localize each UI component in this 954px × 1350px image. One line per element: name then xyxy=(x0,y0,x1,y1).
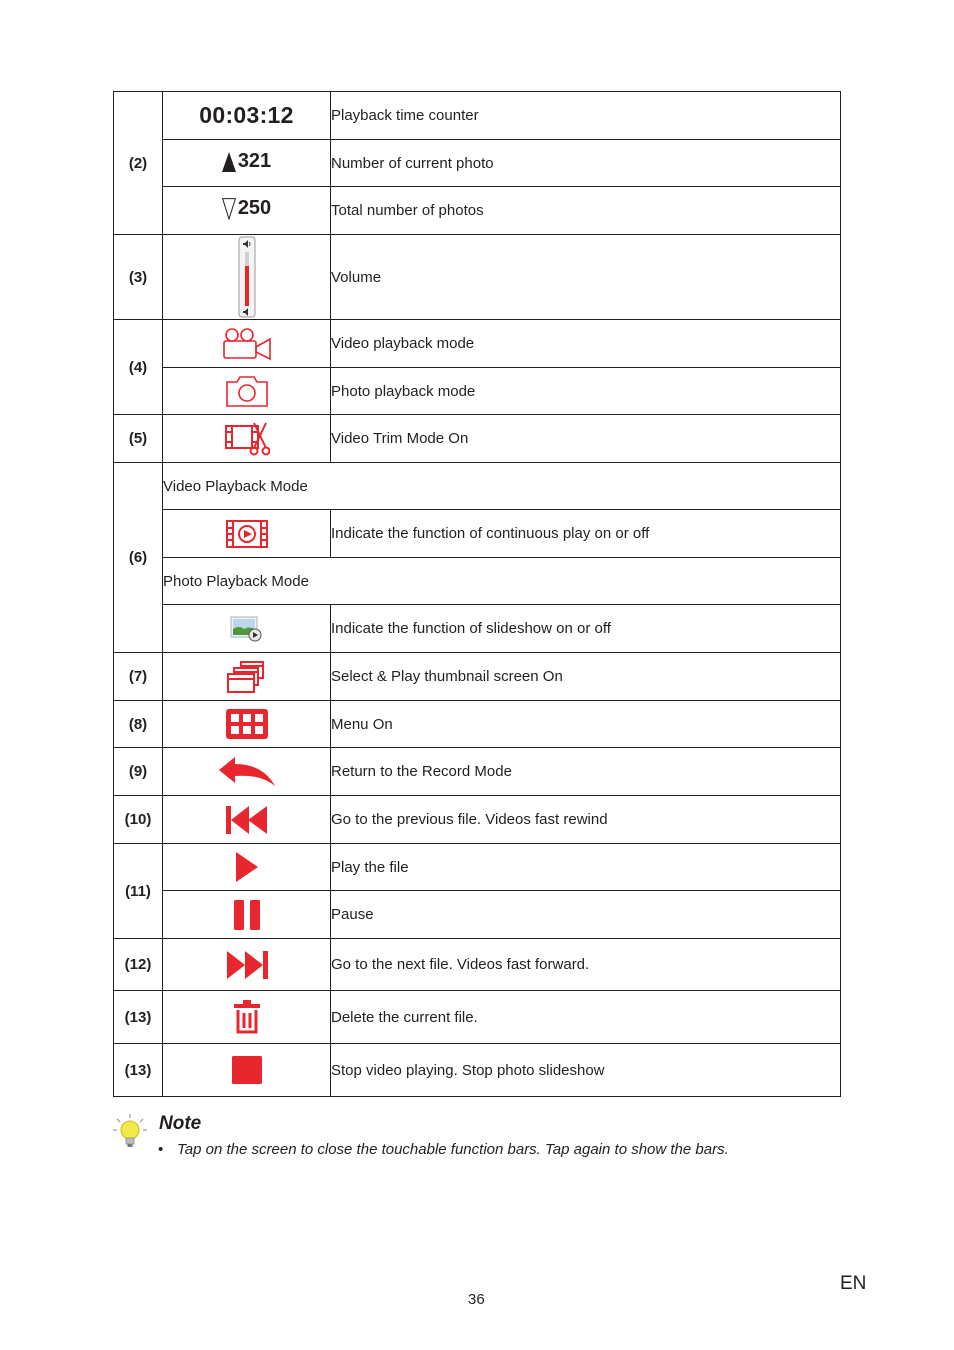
return-arrow-icon xyxy=(217,756,277,788)
page-number: 36 xyxy=(468,1291,485,1308)
note-title: Note xyxy=(159,1113,202,1134)
trash-icon xyxy=(233,999,261,1035)
icon-cell xyxy=(163,605,331,653)
icon-cell xyxy=(163,415,331,463)
icon-cell xyxy=(163,796,331,844)
current-photo-cell xyxy=(163,140,331,187)
row-number: (4) xyxy=(114,320,163,415)
row-number: (12) xyxy=(114,939,163,991)
description: Play the file xyxy=(331,844,841,891)
row-number: (11) xyxy=(114,844,163,939)
grid-menu-icon xyxy=(225,708,269,740)
film-scissors-icon xyxy=(224,422,270,456)
section-video-playback-mode: Video Playback Mode xyxy=(163,463,841,510)
icon-cell xyxy=(163,235,331,320)
bullet: • xyxy=(158,1141,164,1158)
thumbnails-icon xyxy=(225,660,269,694)
row-number: (13) xyxy=(114,1044,163,1097)
row-number: (5) xyxy=(114,415,163,463)
description: Pause xyxy=(331,891,841,939)
icon-cell xyxy=(163,844,331,891)
row-number: (10) xyxy=(114,796,163,844)
note-text xyxy=(158,1141,729,1158)
description: Photo playback mode xyxy=(331,368,841,415)
function-table xyxy=(113,91,841,1097)
row-number: (2) xyxy=(114,92,163,235)
camera-icon xyxy=(225,374,269,408)
row-number: (7) xyxy=(114,653,163,701)
row-number: (9) xyxy=(114,748,163,796)
description: Go to the next file. Videos fast forward. xyxy=(331,939,841,991)
description: Menu On xyxy=(331,701,841,748)
icon-cell xyxy=(163,748,331,796)
icon-cell xyxy=(163,701,331,748)
total-photos-number: 250 xyxy=(237,197,272,220)
description: Stop video playing. Stop photo slideshow xyxy=(331,1044,841,1097)
description: Total number of photos xyxy=(331,187,841,235)
description: Indicate the function of slideshow on or off xyxy=(331,605,841,653)
row-number: (3) xyxy=(114,235,163,320)
icon-cell xyxy=(163,939,331,991)
icon-cell xyxy=(163,1044,331,1097)
row-number: (13) xyxy=(114,991,163,1044)
icon-cell xyxy=(163,510,331,558)
up-triangle-icon xyxy=(222,152,236,172)
film-play-icon xyxy=(225,518,269,550)
description: Video Trim Mode On xyxy=(331,415,841,463)
description: Volume xyxy=(331,235,841,320)
description: Delete the current file. xyxy=(331,991,841,1044)
icon-cell xyxy=(163,891,331,939)
total-photos-cell xyxy=(163,187,331,235)
section-photo-playback-mode: Photo Playback Mode xyxy=(163,558,841,605)
icon-cell xyxy=(163,320,331,368)
description: Return to the Record Mode xyxy=(331,748,841,796)
description: Go to the previous file. Videos fast rewind xyxy=(331,796,841,844)
icon-cell xyxy=(163,991,331,1044)
language-label: EN xyxy=(840,1273,867,1294)
pause-icon xyxy=(233,899,261,931)
note-body: Tap on the screen to close the touchable function bars. Tap again to show the bars. xyxy=(177,1141,729,1158)
lightbulb-icon xyxy=(112,1113,148,1149)
current-photo-number: 321 xyxy=(237,150,272,173)
photo-play-icon xyxy=(230,616,264,642)
play-icon xyxy=(234,851,260,883)
icon-cell xyxy=(163,653,331,701)
video-camera-icon xyxy=(221,327,273,361)
rewind-icon xyxy=(225,805,269,835)
row-number: (6) xyxy=(114,463,163,653)
description: Indicate the function of continuous play on or off xyxy=(331,510,841,558)
row-number: (8) xyxy=(114,701,163,748)
description: Select & Play thumbnail screen On xyxy=(331,653,841,701)
description: Number of current photo xyxy=(331,140,841,187)
icon-cell xyxy=(163,368,331,415)
description: Playback time counter xyxy=(331,92,841,140)
fast-forward-icon xyxy=(225,950,269,980)
time-counter: 00:03:12 xyxy=(199,102,294,128)
stop-icon xyxy=(231,1055,263,1085)
volume-slider-icon xyxy=(238,236,256,318)
time-counter-cell xyxy=(163,92,331,140)
down-triangle-icon xyxy=(222,198,236,220)
description: Video playback mode xyxy=(331,320,841,368)
